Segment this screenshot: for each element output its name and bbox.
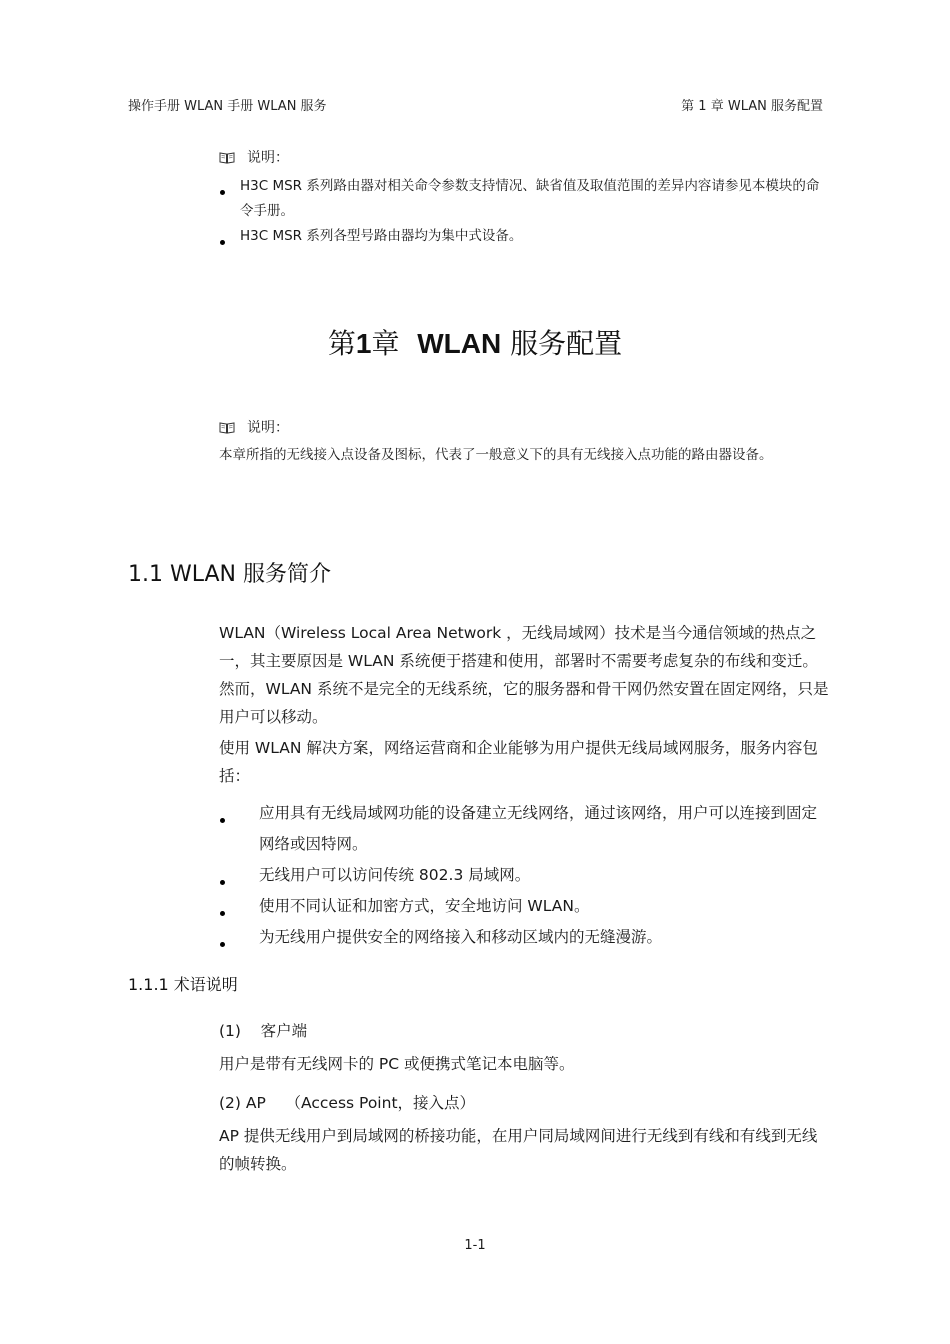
- section-paragraph: 使用 WLAN 解决方案，网络运营商和企业能够为用户提供无线局域网服务，服务内容包括：: [219, 739, 818, 785]
- page-number: 1-1: [464, 1238, 486, 1253]
- note-item: H3C MSR 系列各型号路由器均为集中式设备。: [240, 228, 523, 244]
- note-item: H3C MSR 系列路由器对相关命令参数支持情况、缺省值及取值范围的差异内容请参见本模块的命令手册。: [240, 178, 820, 219]
- list-item: 无线用户可以访问传统 802.3 局域网。: [259, 866, 531, 884]
- term-text: 用户是带有无线网卡的 PC 或便携式笔记本电脑等。: [219, 1055, 575, 1073]
- running-header-left: 操作手册 WLAN 手册 WLAN 服务: [128, 99, 327, 114]
- term-text: AP 提供无线用户到局域网的桥接功能，在用户同局域网间进行无线到有线和有线到无线的帧转换。: [219, 1127, 818, 1173]
- bullet-icon: [220, 880, 225, 885]
- section-paragraph: WLAN（Wireless Local Area Network ，无线局域网）技术是当今通信领域的热点之一，其主要原因是 WLAN 系统便于搭建和使用，部署时不需要考虑复杂的布线和变迁。然而，WLAN 系统不是完全的无线系统，它的服务器和骨干网仍然安置在固定网络，只是用户可以移动。: [219, 624, 829, 726]
- bullet-icon: [220, 942, 225, 947]
- list-item: 为无线用户提供安全的网络接入和移动区域内的无缝漫游。: [259, 928, 663, 946]
- list-item: 应用具有无线局域网功能的设备建立无线网络，通过该网络，用户可以连接到固定网络或因特网。: [259, 804, 818, 853]
- bullet-icon: [220, 818, 225, 823]
- running-header-right: 第 1 章 WLAN 服务配置: [681, 99, 823, 114]
- bullet-icon: [220, 911, 225, 916]
- note-title-text: 说明：: [247, 420, 289, 436]
- note-title: [219, 417, 289, 437]
- note-title-text: 说明：: [247, 150, 289, 166]
- bullet-icon: [220, 240, 225, 245]
- section-heading: 1.1 WLAN 服务简介: [128, 562, 331, 587]
- bullet-icon: [220, 190, 225, 195]
- book-icon: [219, 151, 235, 164]
- term-label: (2) AP （Access Point，接入点）: [219, 1094, 476, 1112]
- note-text: 本章所指的无线接入点设备及图标，代表了一般意义下的具有无线接入点功能的路由器设备。: [219, 447, 773, 463]
- note-title: [219, 147, 289, 167]
- book-icon: [219, 421, 235, 434]
- list-item: 使用不同认证和加密方式，安全地访问 WLAN。: [259, 897, 590, 915]
- subsection-heading: 1.1.1 术语说明: [128, 975, 238, 994]
- term-label: (1) 客户端: [219, 1022, 308, 1040]
- chapter-title: 第1章 WLAN 服务配置: [327, 327, 623, 360]
